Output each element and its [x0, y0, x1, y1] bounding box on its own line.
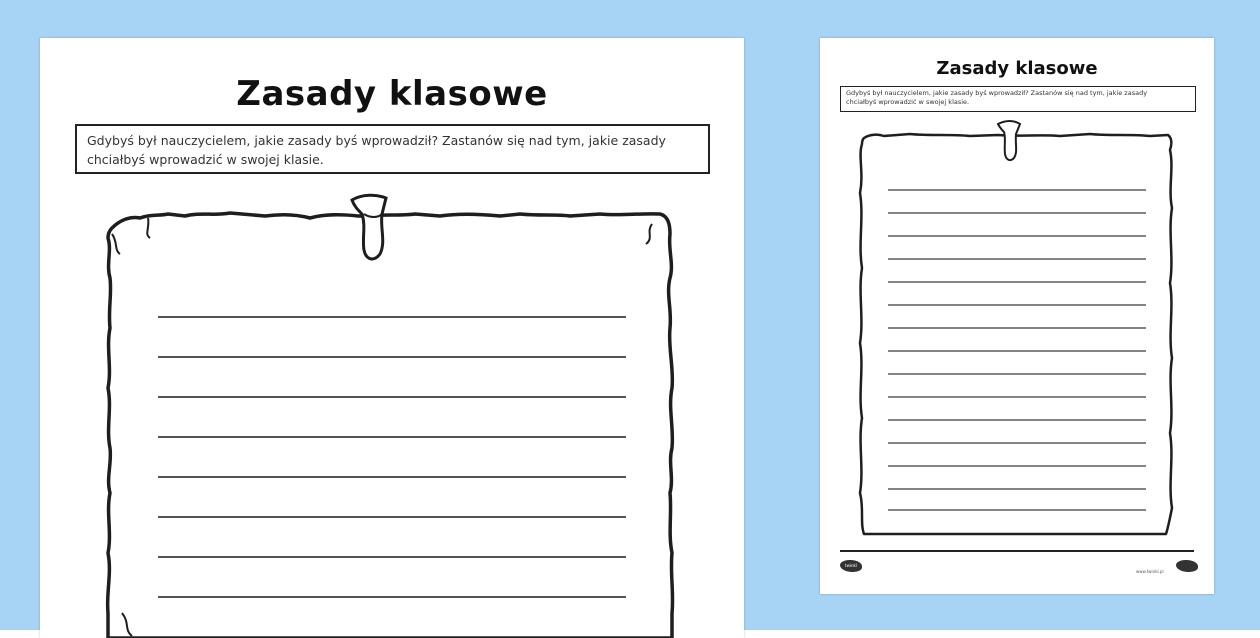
preview-writing-lines	[888, 190, 1146, 510]
preview-instructions-line-1: Gdybyś był nauczycielem, jakie zasady byś wprowadził? Zastanów się nad tym, jakie zasady	[846, 89, 1148, 97]
worksheet-preview	[820, 38, 1214, 594]
preview-instructions-line-2: chciałbyś wprowadzić w swojej klasie.	[846, 98, 970, 107]
preview-title: Zasady klasowe	[936, 58, 1098, 79]
instructions-line-2: chciałbyś wprowadzić w swojej klasie.	[87, 152, 324, 168]
preview-parchment-scroll-icon	[820, 38, 1214, 594]
preview-footer-logo: twinkl	[845, 563, 857, 568]
twinkl-logo-icon-right	[1176, 560, 1198, 572]
worksheet-title: Zasady klasowe	[236, 74, 548, 114]
preview-footer-url: www.twinkl.pl	[1136, 569, 1164, 574]
instructions-line-1: Gdybyś był nauczycielem, jakie zasady byś wprowadził? Zastanów się nad tym, jakie zasady	[87, 133, 666, 148]
parchment-scroll-icon	[40, 38, 744, 638]
worksheet-large	[40, 38, 744, 638]
writing-lines	[158, 317, 626, 597]
preview-footer-rule	[840, 550, 1194, 552]
